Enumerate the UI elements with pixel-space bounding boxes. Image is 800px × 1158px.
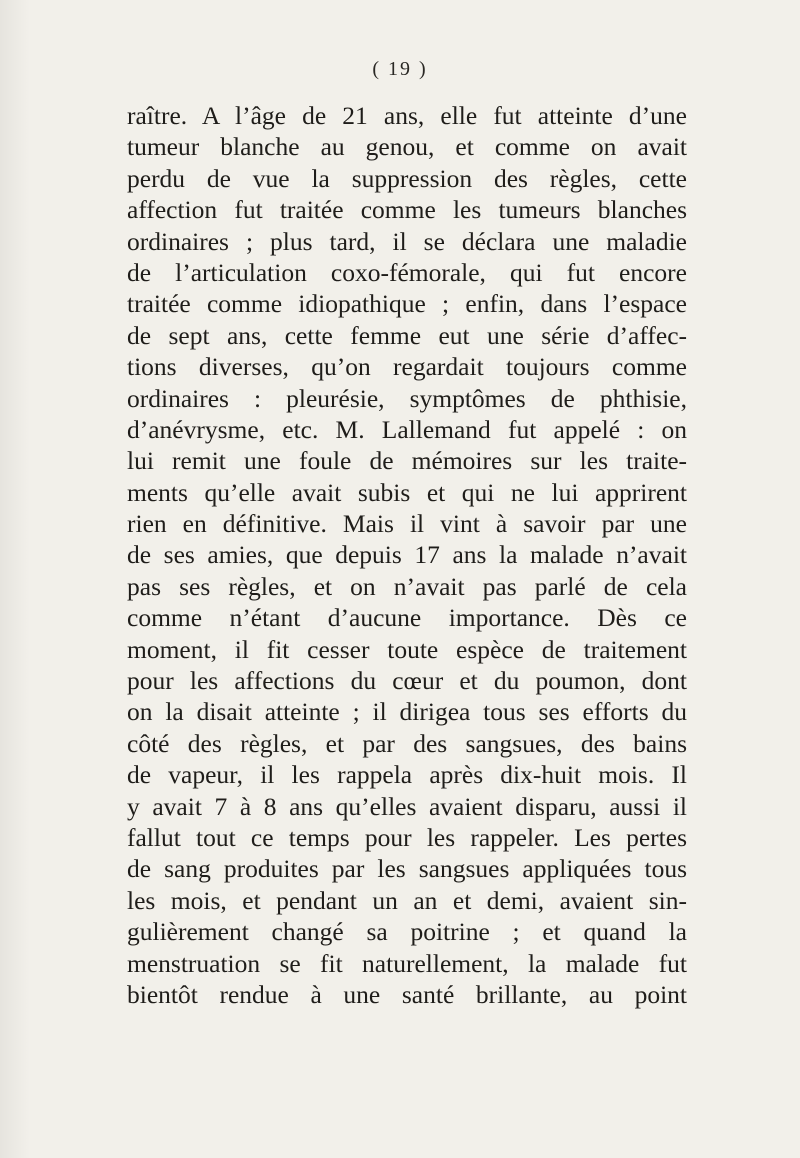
text-line: on la disait atteinte ; il dirigea tous ses efforts du [127,697,687,727]
text-line: les mois, et pendant un an et demi, avaient sin- [127,885,687,915]
text-line: de sept ans, cette femme eut une série d’affec- [127,320,687,350]
text-line: menstruation se fit naturellement, la malade fut [127,948,687,978]
text-line: ordinaires ; plus tard, il se déclara une maladie [127,226,687,256]
text-line: rien en définitive. Mais il vint à savoir par une [127,509,687,539]
text-line: tions diverses, qu’on regardait toujours comme [127,352,687,382]
text-line: affection fut traitée comme les tumeurs blanches [127,195,687,225]
text-line: bientôt rendue à une santé brillante, au point [127,979,687,1009]
text-line: de ses amies, que depuis 17 ans la malade n’avait [127,540,687,570]
text-line: de vapeur, il les rappela après dix-huit mois. Il [127,760,687,790]
text-line: traitée comme idiopathique ; enfin, dans l’espace [127,289,687,319]
text-line: d’anévrysme, etc. M. Lallemand fut appelé : on [127,414,687,444]
page-number: ( 19 ) [372,58,428,80]
text-line: ments qu’elle avait subis et qui ne lui apprirent [127,477,687,507]
text-line: y avait 7 à 8 ans qu’elles avaient disparu, aussi il [127,791,687,821]
text-line: gulièrement changé sa poitrine ; et quand la [127,917,687,947]
text-line: raître. A l’âge de 21 ans, elle fut atteinte d’une [127,101,687,130]
text-line: lui remit une foule de mémoires sur les traite- [127,446,687,476]
body-text [127,100,687,1010]
text-line: de sang produites par les sangsues appliquées tous [127,854,687,884]
text-line: pour les affections du cœur et du poumon, dont [127,666,687,696]
text-line: perdu de vue la suppression des règles, cette [127,163,687,193]
text-line: comme n’étant d’aucune importance. Dès ce [127,603,687,633]
text-line: côté des règles, et par des sangsues, des bains [127,728,687,758]
text-line: tumeur blanche au genou, et comme on avait [127,132,687,162]
text-line: pas ses règles, et on n’avait pas parlé de cela [127,571,687,601]
text-line: moment, il fit cesser toute espèce de traitement [127,634,687,664]
text-line: ordinaires : pleurésie, symptômes de phthisie, [127,383,687,413]
text-line: de l’articulation coxo-fémorale, qui fut encore [127,257,687,287]
text-line: fallut tout ce temps pour les rappeler. Les pertes [127,822,687,852]
